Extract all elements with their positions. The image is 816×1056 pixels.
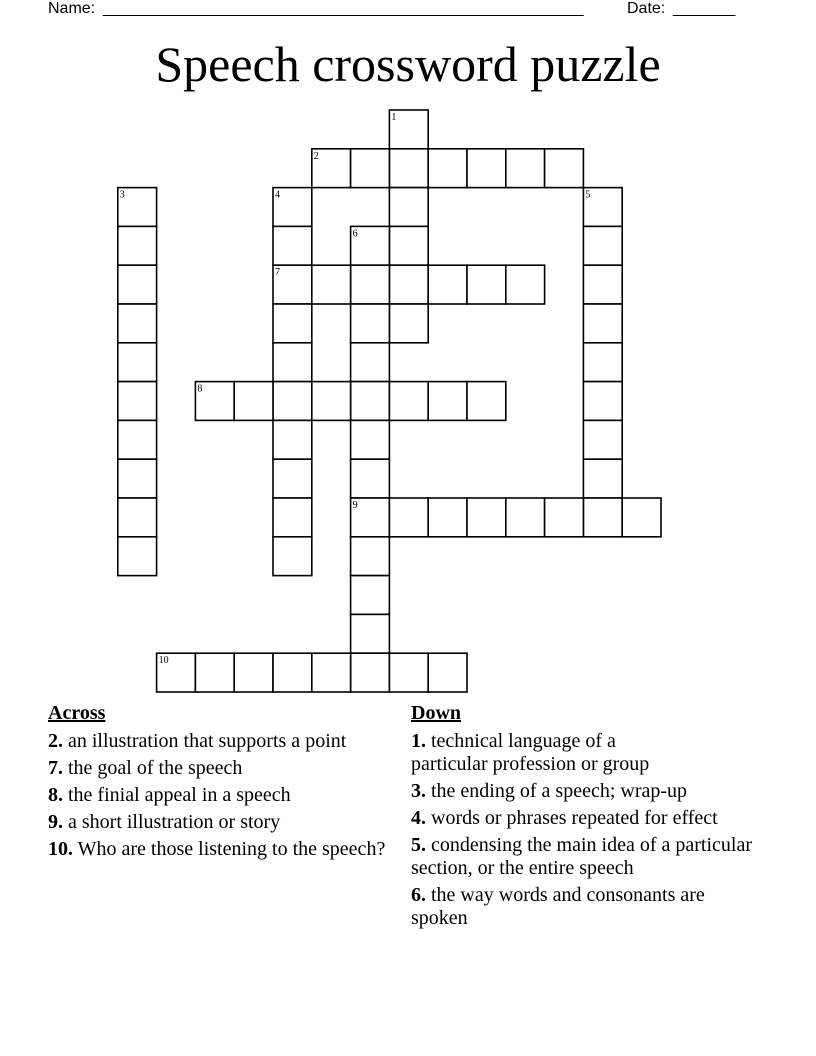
- grid-cell[interactable]: [467, 265, 506, 304]
- grid-cell[interactable]: [506, 498, 545, 537]
- grid-cell[interactable]: [583, 498, 622, 537]
- date-blank[interactable]: _______: [673, 0, 736, 17]
- grid-cell[interactable]: [118, 226, 157, 265]
- cell-number: 3: [119, 189, 125, 201]
- grid-cell[interactable]: [273, 420, 312, 459]
- grid-cell[interactable]: [389, 498, 428, 537]
- grid-cell[interactable]: [583, 226, 622, 265]
- clue-down-4: 4. words or phrases repeated for effect: [411, 807, 718, 829]
- grid-cell[interactable]: [351, 304, 390, 343]
- grid-cell[interactable]: [118, 382, 157, 421]
- clue-down-5: 5. condensing the main idea of a particular section, or the entire speech: [411, 834, 752, 879]
- grid-cell[interactable]: [351, 382, 390, 421]
- clue-down-6: 6. the way words and consonants are spoken: [411, 884, 705, 929]
- grid-cell[interactable]: [351, 265, 390, 304]
- grid-cell[interactable]: [467, 149, 506, 188]
- grid-cell[interactable]: [545, 149, 584, 188]
- grid-cell[interactable]: [273, 459, 312, 498]
- cell-number: 10: [158, 655, 169, 667]
- grid-cell[interactable]: [118, 304, 157, 343]
- grid-cell[interactable]: [351, 653, 390, 692]
- clue-down-1: 1. technical language of a particular profession or group: [411, 730, 650, 775]
- cell-number: 5: [585, 189, 591, 201]
- grid-cell[interactable]: [428, 498, 467, 537]
- across-clues: [48, 702, 388, 865]
- grid-cell[interactable]: [583, 304, 622, 343]
- cell-number: 2: [313, 150, 319, 162]
- grid-cell[interactable]: [428, 382, 467, 421]
- grid-cell[interactable]: [389, 653, 428, 692]
- grid-cell[interactable]: [351, 576, 390, 615]
- grid-cell[interactable]: [118, 537, 157, 576]
- grid-cell[interactable]: [273, 498, 312, 537]
- date-label: Date:: [627, 0, 666, 17]
- grid-cell[interactable]: [273, 382, 312, 421]
- grid-cell[interactable]: [351, 537, 390, 576]
- grid-cell[interactable]: [389, 149, 428, 188]
- clue-across-2: 2. an illustration that supports a point: [48, 730, 347, 752]
- cell-number: 6: [352, 228, 358, 240]
- grid-cell[interactable]: [351, 343, 390, 382]
- grid-cell[interactable]: [467, 382, 506, 421]
- cell-number: 7: [275, 267, 280, 279]
- grid-cell[interactable]: [389, 265, 428, 304]
- grid-cell[interactable]: [389, 226, 428, 265]
- grid-cell[interactable]: [273, 653, 312, 692]
- clue-across-9: 9. a short illustration or story: [48, 811, 281, 833]
- grid-cell[interactable]: [234, 653, 273, 692]
- clue-across-8: 8. the finial appeal in a speech: [48, 784, 291, 806]
- grid-cell[interactable]: [389, 188, 428, 227]
- clue-across-7: 7. the goal of the speech: [48, 757, 243, 779]
- grid-cell[interactable]: [506, 149, 545, 188]
- grid-cell[interactable]: [428, 653, 467, 692]
- grid-cell[interactable]: [428, 265, 467, 304]
- grid-cell[interactable]: [583, 265, 622, 304]
- name-blank[interactable]: ______________________________________________________: [103, 0, 584, 17]
- grid-cell[interactable]: [118, 459, 157, 498]
- grid-cell[interactable]: [118, 265, 157, 304]
- across-heading: Across: [48, 702, 106, 724]
- grid-cell[interactable]: [351, 420, 390, 459]
- grid-cell[interactable]: [118, 343, 157, 382]
- grid-cell[interactable]: [622, 498, 661, 537]
- grid-cell[interactable]: [506, 265, 545, 304]
- grid-cell[interactable]: [467, 498, 506, 537]
- grid-cell[interactable]: [583, 420, 622, 459]
- grid-cell[interactable]: [234, 382, 273, 421]
- grid-cell[interactable]: [273, 304, 312, 343]
- grid-cell[interactable]: [118, 498, 157, 537]
- grid-cell[interactable]: [273, 343, 312, 382]
- clue-down-3: 3. the ending of a speech; wrap-up: [411, 780, 688, 802]
- grid-cell[interactable]: [273, 226, 312, 265]
- grid-cell[interactable]: [351, 614, 390, 653]
- grid-cell[interactable]: [312, 382, 351, 421]
- grid-cell[interactable]: [389, 304, 428, 343]
- grid-cell[interactable]: [351, 459, 390, 498]
- page-title: Speech crossword puzzle: [155, 36, 661, 92]
- cell-number: 1: [391, 112, 397, 123]
- grid-cell[interactable]: [273, 537, 312, 576]
- grid-cell[interactable]: [351, 149, 390, 188]
- clue-across-10: 10. Who are those listening to the speech?: [48, 838, 386, 860]
- grid-cell[interactable]: [583, 459, 622, 498]
- down-heading: Down: [411, 702, 462, 724]
- grid-cell[interactable]: [583, 382, 622, 421]
- grid-cell[interactable]: [428, 149, 467, 188]
- grid-cell[interactable]: [312, 265, 351, 304]
- cell-number: 8: [197, 383, 203, 395]
- cell-number: 4: [275, 189, 280, 201]
- grid-cell[interactable]: [118, 420, 157, 459]
- grid-cell[interactable]: [389, 382, 428, 421]
- grid-cell[interactable]: [312, 653, 351, 692]
- name-label: Name:: [48, 0, 96, 17]
- grid-cell[interactable]: [583, 343, 622, 382]
- grid-cell[interactable]: [195, 653, 234, 692]
- down-clues: [411, 702, 781, 934]
- grid-cell[interactable]: [545, 498, 584, 537]
- cell-number: 9: [352, 500, 358, 511]
